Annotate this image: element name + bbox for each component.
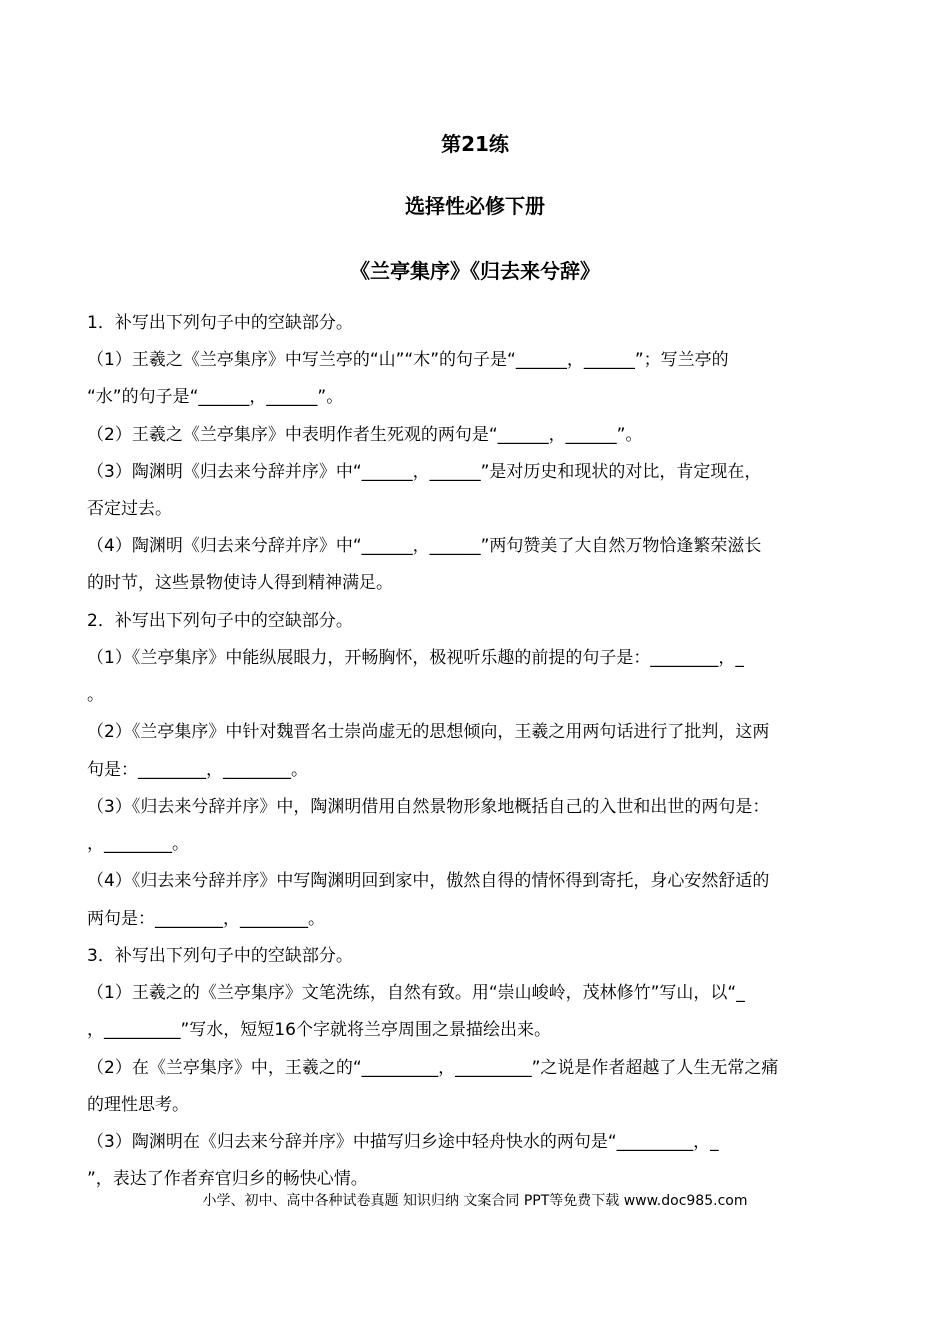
question-1-heading: 1．补写出下列句子中的空缺部分。	[87, 313, 353, 333]
question-line: 两句是：________，________。	[87, 909, 325, 929]
question-line: （1）《兰亭集序》中能纵展眼力，开畅胸怀，极视听乐趣的前提的句子是：________，_	[87, 648, 744, 668]
question-line: 否定过去。	[87, 499, 172, 519]
question-line: （3）陶渊明在《归去来兮辞并序》中描写归乡途中轻舟快水的两句是“_________，_	[87, 1132, 719, 1152]
question-line: （4）陶渊明《归去来兮辞并序》中“______，______”两句赞美了大自然万物恰逢繁荣滋长	[87, 536, 762, 556]
question-line: 句是：________，________。	[87, 760, 308, 780]
question-line: （2）《兰亭集序》中针对魏晋名士崇尚虚无的思想倾向，王羲之用两句话进行了批判，这两	[87, 722, 770, 742]
question-line: （1）王羲之《兰亭集序》中写兰亭的“山”“木”的句子是“______，______”；写兰亭的	[87, 350, 729, 370]
question-line: （4）《归去来兮辞并序》中写陶渊明回到家中，傲然自得的情怀得到寄托，身心安然舒适的	[87, 871, 770, 891]
question-line: 的理性思考。	[87, 1095, 189, 1115]
question-3-heading: 3．补写出下列句子中的空缺部分。	[87, 946, 353, 966]
question-2-heading: 2．补写出下列句子中的空缺部分。	[87, 611, 353, 631]
question-line: （2）在《兰亭集序》中，王羲之的“_________，_________”之说是作者超越了人生无常之痛	[87, 1058, 779, 1078]
section-title: 《兰亭集序》《归去来兮辞》	[350, 259, 600, 283]
question-line: ，________。	[87, 834, 189, 854]
question-line: （3）陶渊明《归去来兮辞并序》中“______，______”是对历史和现状的对比，肯定现在，	[87, 462, 762, 482]
page-title: 第21练	[441, 132, 509, 156]
question-line: （3）《归去来兮辞并序》中，陶渊明借用自然景物形象地概括自己的入世和出世的两句是：	[87, 797, 770, 817]
question-line: （1）王羲之的《兰亭集序》文笔洗练，自然有致。用“崇山峻岭，茂林修竹”写山，以“_	[87, 983, 745, 1003]
question-line: 。	[87, 685, 104, 705]
book-subtitle: 选择性必修下册	[405, 194, 545, 218]
question-line: “水”的句子是“______，______”。	[87, 387, 344, 407]
question-line: 的时节，这些景物使诗人得到精神满足。	[87, 573, 393, 593]
question-line: ”，表达了作者弃官归乡的畅快心情。	[87, 1169, 368, 1189]
page-footer: 小学、初中、高中各种试卷真题 知识归纳 文案合同 PPT等免费下载 www.doc985.com	[202, 1193, 748, 1209]
question-line: （2）王羲之《兰亭集序》中表明作者生死观的两句是“______，______”。	[87, 425, 643, 445]
question-line: ，_________”写水，短短16个字就将兰亭周围之景描绘出来。	[87, 1020, 551, 1040]
